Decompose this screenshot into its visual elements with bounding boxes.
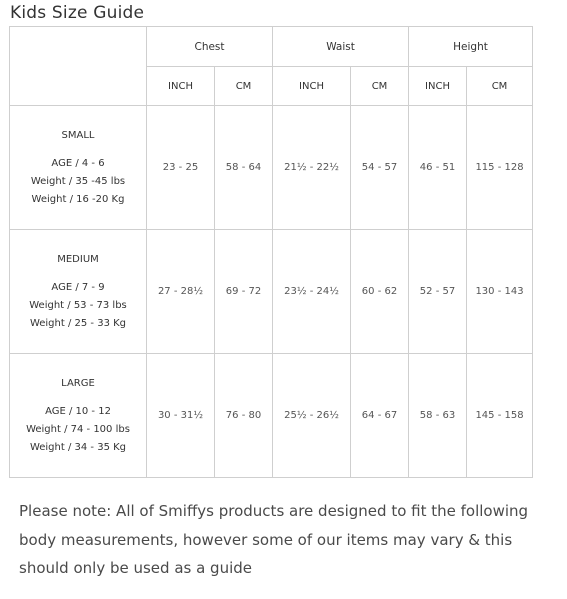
height-inch-cell: 52 - 57 — [409, 230, 467, 354]
chest-inch-cell: 23 - 25 — [147, 106, 215, 230]
size-age: AGE / 10 - 12 — [45, 405, 111, 417]
chest-cm-cell: 58 - 64 — [215, 106, 273, 230]
group-header-row — [10, 27, 533, 67]
waist-inch-cell: 25½ - 26½ — [273, 354, 351, 478]
waist-inch-cell: 23½ - 24½ — [273, 230, 351, 354]
waist-cm-cell: 60 - 62 — [351, 230, 409, 354]
size-cell — [10, 230, 147, 354]
size-weight-kg: Weight / 25 - 33 Kg — [29, 317, 127, 329]
table-row-large — [10, 354, 533, 478]
waist-inch-cell: 21½ - 22½ — [273, 106, 351, 230]
size-cell — [10, 106, 147, 230]
size-weight-kg: Weight / 34 - 35 Kg — [29, 441, 127, 453]
height-inch-cell: 58 - 63 — [409, 354, 467, 478]
chest-cm-cell: 69 - 72 — [215, 230, 273, 354]
size-age: AGE / 4 - 6 — [51, 157, 105, 169]
height-inch-cell: 46 - 51 — [409, 106, 467, 230]
waist-cm-header: CM — [351, 67, 409, 106]
size-age: AGE / 7 - 9 — [51, 281, 105, 293]
size-weight-lbs: Weight / 35 -45 lbs — [30, 175, 126, 187]
size-name: SMALL — [61, 129, 95, 141]
size-guide-note: Please note: All of Smiffys products are designed to fit the following body measurements, however some of our items may vary & this should only be used as a guide — [19, 502, 529, 577]
size-weight-lbs: Weight / 53 - 73 lbs — [29, 299, 127, 311]
chest-inch-cell: 27 - 28½ — [147, 230, 215, 354]
table-row-small — [10, 106, 533, 230]
size-guide-table — [9, 26, 533, 478]
waist-cm-cell: 64 - 67 — [351, 354, 409, 478]
page-title: Kids Size Guide — [10, 3, 145, 23]
waist-header: Waist — [273, 27, 409, 67]
chest-inch-cell: 30 - 31½ — [147, 354, 215, 478]
size-weight-kg: Weight / 16 -20 Kg — [31, 193, 125, 205]
height-cm-cell: 130 - 143 — [467, 230, 533, 354]
chest-cm-cell: 76 - 80 — [215, 354, 273, 478]
height-cm-cell: 115 - 128 — [467, 106, 533, 230]
height-inch-header: INCH — [409, 67, 467, 106]
waist-inch-header: INCH — [273, 67, 351, 106]
chest-header: Chest — [147, 27, 273, 67]
size-weight-lbs: Weight / 74 - 100 lbs — [26, 423, 130, 435]
chest-cm-header: CM — [215, 67, 273, 106]
size-name: MEDIUM — [57, 253, 99, 265]
height-cm-cell: 145 - 158 — [467, 354, 533, 478]
waist-cm-cell: 54 - 57 — [351, 106, 409, 230]
size-cell — [10, 354, 147, 478]
chest-inch-header: INCH — [147, 67, 215, 106]
table-row-medium — [10, 230, 533, 354]
height-header: Height — [409, 27, 533, 67]
size-name: LARGE — [61, 377, 95, 389]
height-cm-header: CM — [467, 67, 533, 106]
corner-cell — [10, 27, 147, 106]
